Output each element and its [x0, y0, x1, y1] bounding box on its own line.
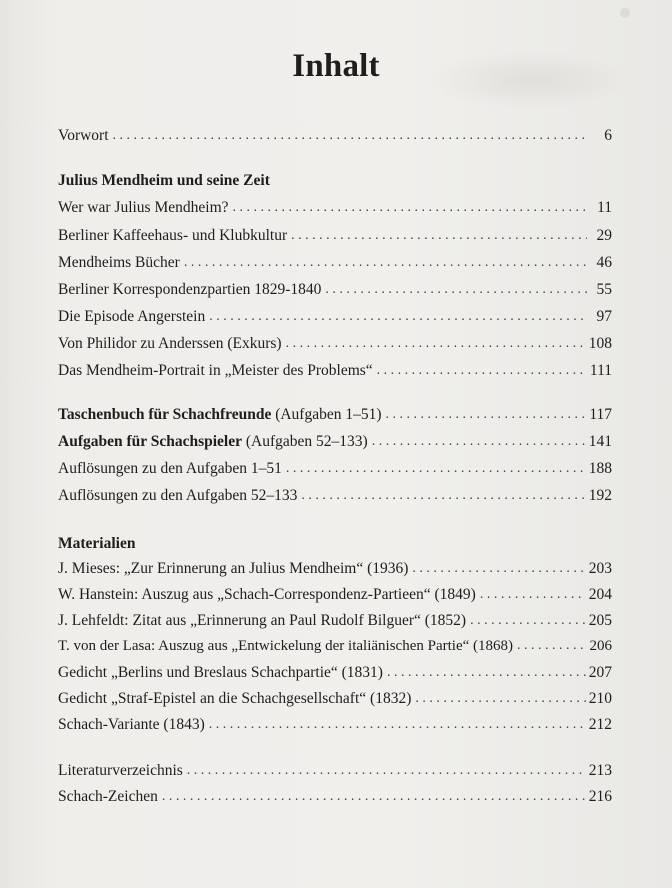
- toc-entry-page: 192: [588, 487, 612, 504]
- toc-entry: [58, 690, 612, 708]
- leader-dots: [412, 561, 585, 577]
- toc-entry-title: Das Mendheim-Portrait in „Meister des Problems“: [58, 362, 373, 379]
- toc-entry-title: Gedicht „Straf-Epistel an die Schachgesellschaft“ (1832): [58, 690, 412, 707]
- toc-entry-vorwort: [58, 127, 612, 145]
- toc-entry-title: Die Episode Angerstein: [58, 308, 206, 325]
- toc-entry-title-bold: Aufgaben für Schachspieler: [58, 433, 243, 450]
- toc-entry-title: J. Mieses: „Zur Erinnerung an Julius Mendheim“ (1936): [58, 560, 409, 577]
- toc-entry-title: J. Lehfeldt: Zitat aus „Erinnerung an Paul Rudolf Bilguer“ (1852): [58, 612, 467, 629]
- toc-entry-title: [58, 433, 368, 451]
- leader-dots: [480, 587, 586, 603]
- toc-entry-page: 203: [588, 560, 612, 577]
- toc-entry-page: 46: [596, 254, 612, 271]
- toc-entry-page: 213: [588, 762, 612, 779]
- toc-entry: [58, 638, 612, 655]
- toc-entry-title: Mendheims Bücher: [58, 254, 180, 271]
- toc-entry-page: 188: [588, 460, 612, 477]
- leader-dots: [387, 665, 586, 681]
- toc-entry: [58, 227, 612, 245]
- toc-entry-title: Wer war Julius Mendheim?: [58, 199, 229, 216]
- toc-entry: [58, 560, 612, 578]
- leader-dots: [209, 717, 586, 733]
- leader-dots: [286, 336, 586, 352]
- toc-entry-page: 29: [596, 227, 612, 244]
- toc-entry-title: Schach-Zeichen: [58, 788, 158, 805]
- toc-entry-title: Gedicht „Berlins und Breslaus Schachpartie“ (1831): [58, 664, 383, 681]
- toc-entry: [58, 199, 612, 217]
- leader-dots: [301, 488, 585, 504]
- toc-entry-page: 55: [596, 281, 612, 298]
- leader-dots: [291, 228, 587, 244]
- leader-dots: [377, 363, 587, 379]
- page-edge-mark: [620, 8, 630, 18]
- toc-entry: [58, 612, 612, 630]
- leader-dots: [517, 638, 587, 654]
- toc-entry-page: 111: [589, 362, 612, 379]
- toc-entry: [58, 664, 612, 682]
- toc-entry: [58, 460, 612, 478]
- section-heading-mendheim: Julius Mendheim und seine Zeit: [58, 172, 270, 189]
- page-title: Inhalt: [292, 48, 380, 84]
- toc-entry-page: 11: [597, 199, 612, 216]
- toc-entry-title: T. von der Lasa: Auszug aus „Entwickelung der italiänischen Partie“ (1868): [58, 638, 513, 654]
- toc-entry: [58, 281, 612, 299]
- toc-entry-title-rest: (Aufgaben 52–133): [242, 433, 368, 450]
- toc-entry-aufgaben: [58, 433, 612, 451]
- section-heading-materialien: Materialien: [58, 535, 136, 552]
- leader-dots: [325, 282, 587, 298]
- toc-entry-page: 216: [588, 788, 612, 805]
- toc-entry: [58, 788, 612, 806]
- toc-entry-title: Berliner Korrespondenzpartien 1829-1840: [58, 281, 322, 298]
- toc-entry: [58, 335, 612, 353]
- toc-entry-page: 206: [589, 638, 612, 654]
- leader-dots: [113, 128, 587, 144]
- toc-entry-page: 205: [588, 612, 612, 629]
- toc-entry: [58, 586, 612, 604]
- leader-dots: [233, 200, 588, 216]
- toc-entry-title: Von Philidor zu Anderssen (Exkurs): [58, 335, 282, 352]
- toc-entry-page: 117: [589, 406, 612, 423]
- leader-dots: [184, 255, 587, 271]
- toc-entry-title: Berliner Kaffeehaus- und Klubkultur: [58, 227, 288, 244]
- toc-entry-title-rest: (Aufgaben 1–51): [271, 406, 382, 423]
- toc-entry-title: Auflösungen zu den Aufgaben 1–51: [58, 460, 282, 477]
- toc-entry-page: 212: [588, 716, 612, 733]
- leader-dots: [209, 309, 587, 325]
- toc-entry: [58, 762, 612, 780]
- toc-entry-page: 97: [596, 308, 612, 325]
- leader-dots: [187, 763, 586, 779]
- toc-entry: [58, 716, 612, 734]
- leader-dots: [386, 407, 587, 423]
- toc-entry-title: [58, 406, 382, 424]
- toc-entry-title-bold: Taschenbuch für Schachfreunde: [58, 406, 272, 423]
- toc-entry-title: W. Hanstein: Auszug aus „Schach-Correspondenz-Partieen“ (1849): [58, 586, 476, 603]
- toc-entry-page: 207: [588, 664, 612, 681]
- toc-entry-title: Literaturverzeichnis: [58, 762, 183, 779]
- leader-dots: [470, 613, 586, 629]
- leader-dots: [162, 789, 586, 805]
- toc-entry-title: Vorwort: [58, 127, 109, 144]
- toc-entry-page: 6: [604, 127, 612, 144]
- toc-entry-page: 141: [588, 433, 612, 450]
- leader-dots: [286, 461, 586, 477]
- toc-entry: [58, 487, 612, 505]
- toc-entry-taschenbuch: [58, 406, 612, 424]
- toc-entry-title: Auflösungen zu den Aufgaben 52–133: [58, 487, 298, 504]
- toc-entry: [58, 362, 612, 380]
- toc-entry-page: 210: [588, 690, 612, 707]
- toc-entry-title: Schach-Variante (1843): [58, 716, 205, 733]
- toc-entry-page: 204: [588, 586, 612, 603]
- toc-entry-page: 108: [588, 335, 612, 352]
- toc-entry: [58, 254, 612, 272]
- leader-dots: [415, 691, 585, 707]
- leader-dots: [372, 434, 586, 450]
- toc-entry: [58, 308, 612, 326]
